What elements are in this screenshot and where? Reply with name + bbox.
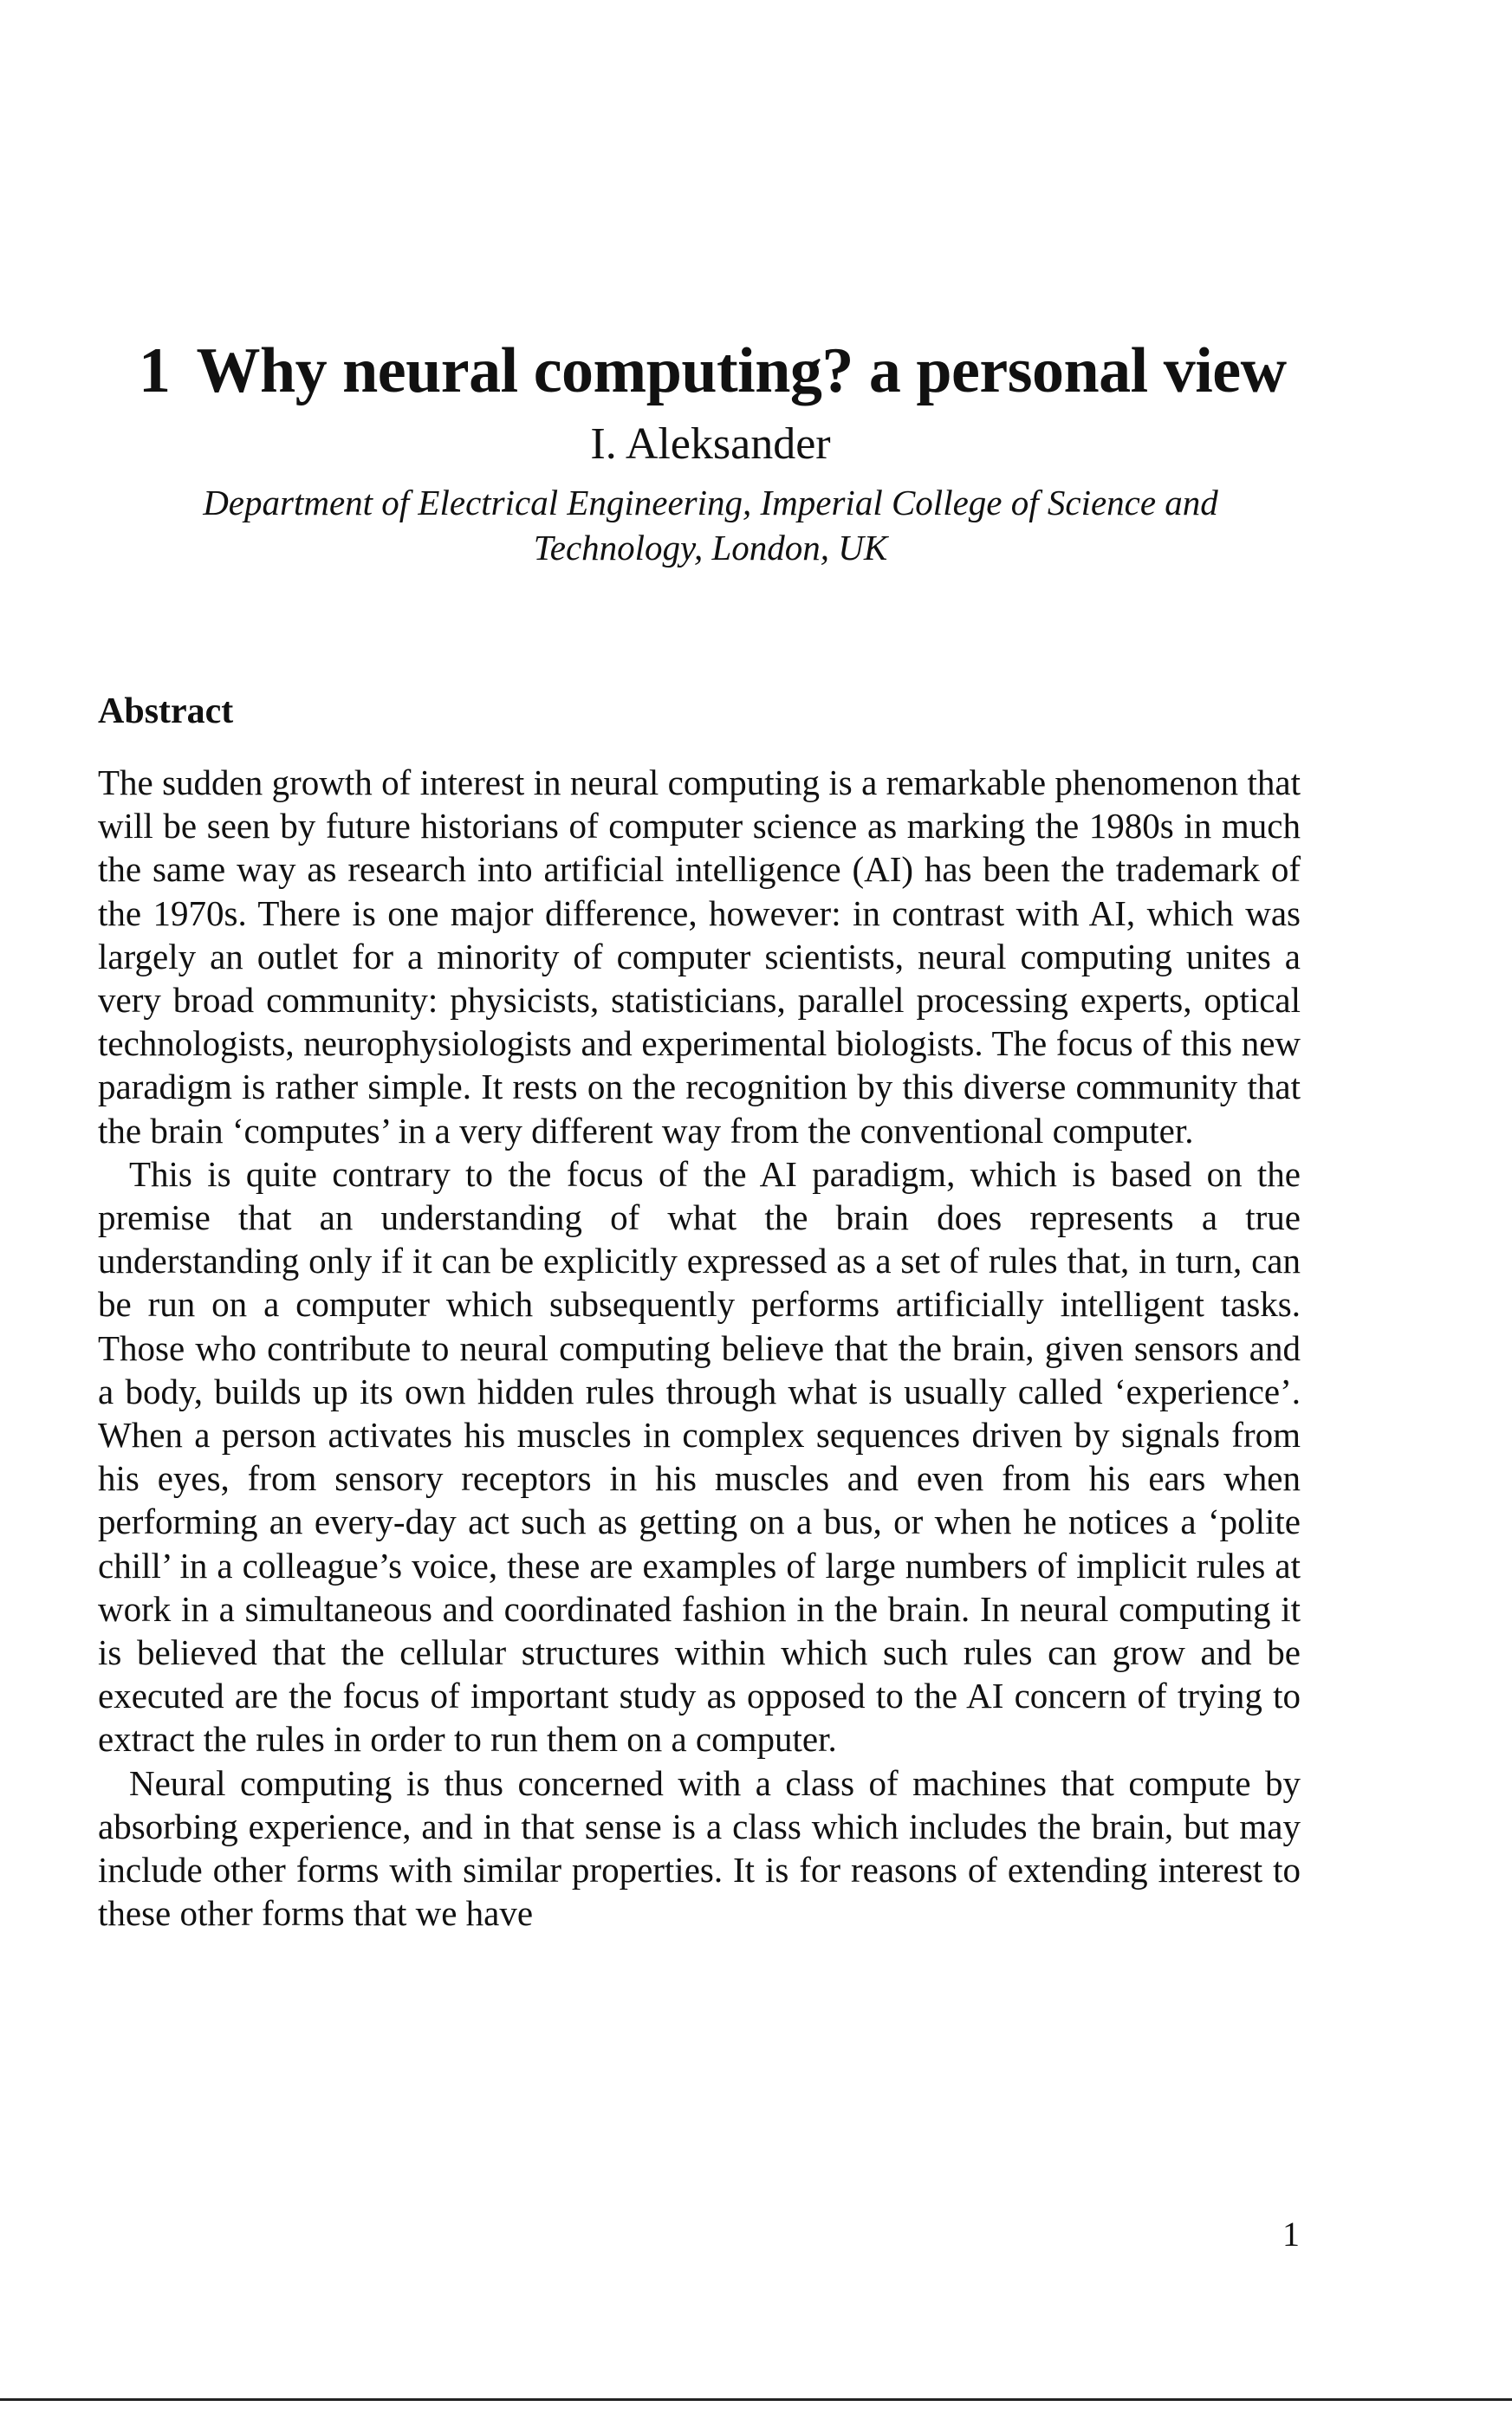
- abstract-body: [98, 761, 1301, 1935]
- abstract-paragraph: Neural computing is thus concerned with a class of machines that compute by absorbing experience, and in that sense is a class which includes the brain, but may include other forms with similar properties. It is for reasons of extending interest to these other forms that we have: [98, 1762, 1301, 1934]
- page-number: 1: [1282, 2215, 1300, 2254]
- abstract-paragraph: The sudden growth of interest in neural computing is a remarkable phenomenon that will be seen by future historians of computer science as marking the 1980s in much the same way as research into artificial intelligence (AI) has been the trademark of the 1970s. There is one major difference, however: in contrast with AI, which was largely an outlet for a minority of computer scientists, neural computing unites a very broad community: physicists, statisticians, parallel processing experts, optical technologists, neurophysiologists and experimental biologists. The focus of this new paradigm is rather simple. It rests on the recognition by this diverse community that the brain ‘computes’ in a very different way from the conventional computer.: [98, 762, 1301, 1151]
- chapter-title: [139, 335, 1287, 406]
- abstract-paragraph: This is quite contrary to the focus of the AI paradigm, which is based on the premise that an understanding of what the brain does represents a true understanding only if it can be explicitly expressed as a set of rules that, in turn, can be run on a computer which subsequently performs artificially intelligent tasks. Those who contribute to neural computing believe that the brain, given sensors and a body, builds up its own hidden rules through what is usually called ‘experience’. When a person activates his muscles in complex sequences driven by signals from his eyes, from sensory receptors in his muscles and even from his ears when performing an every-day act such as getting on a bus, or when he notices a ‘polite chill’ in a colleague’s voice, these are examples of large numbers of implicit rules at work in a simultaneous and coordinated fashion in the brain. In neural computing it is believed that the cellular structures within which such rules can grow and be executed are the focus of important study as opposed to the AI concern of trying to extract the rules in order to run them on a computer.: [98, 1153, 1301, 1760]
- page-bottom-rule: [0, 2398, 1512, 2401]
- author-name: I. Aleksander: [590, 419, 831, 469]
- chapter-title-text: Why neural computing? a personal view: [196, 335, 1287, 406]
- author-affiliation: Department of Electrical Engineering, Imperial College of Science and Technology, London, UK: [203, 483, 1218, 568]
- chapter-number: 1: [139, 335, 171, 406]
- abstract-heading: Abstract: [98, 691, 234, 731]
